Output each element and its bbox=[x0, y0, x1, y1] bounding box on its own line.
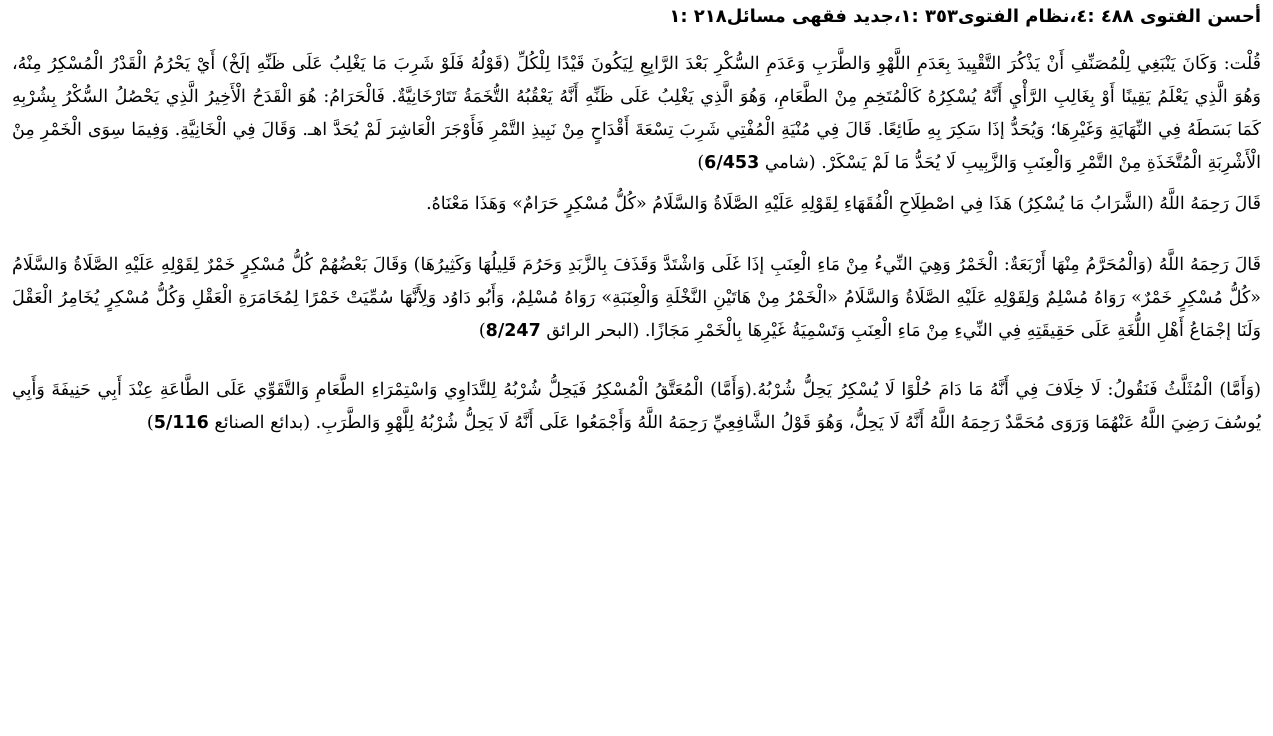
paragraph-text: (وَأَمَّا) الْمُثَلَّثُ فَنَقُولُ: لَا خِلَافَ فِي أَنَّهُ مَا دَامَ حُلْوًا لَا يُسْكِرُ يَحِلُّ شُرْبُهُ.(وَأَمَّا) الْمُعَتَّقُ الْمُسْكِرُ فَيَحِلُّ شُرْبُهُ لِلتَّدَاوِي وَاسْتِمْرَاءِ الطَّعَامِ وَالتَّقَوِّي عَلَى الطَّاعَةِ عِنْدَ أَبِي حَنِيفَةَ وَأَبِي يُوسُفَ رَضِيَ اللَّهُ عَنْهُمَا وَرَوَى مُحَمَّدٌ رَحِمَهُ اللَّهُ أَنَّهُ لَا يَحِلُّ، وَهُوَ قَوْلُ الشَّافِعِيِّ رَحِمَهُ اللَّهُ وَأَجْمَعُوا عَلَى أَنَّهُ لَا يَحِلُّ شُرْبُهُ لِلَّهْوِ وَالطَّرَبِ. (بدائع الصنائع bbox=[12, 380, 1261, 433]
fatwa-references-header: أحسن الفتوى ٤٨٨ :٤،نظام الفتوى٣٥٣ :١،جديد فقهى مسائل٢١٨ :١ bbox=[669, 6, 1261, 27]
paragraph-sharab-definition bbox=[12, 188, 1261, 221]
citation-reference: 6/453 bbox=[704, 153, 760, 173]
paragraph-shami bbox=[12, 48, 1261, 180]
citation-close: ) bbox=[478, 321, 486, 341]
paragraph-bahr-raiq bbox=[12, 249, 1261, 348]
citation-reference: 8/247 bbox=[485, 321, 541, 341]
citation-close: ) bbox=[697, 153, 705, 173]
paragraph-text: قُلْت: وَكَانَ يَنْبَغِي لِلْمُصَنِّفِ أَنْ يَذْكُرَ التَّقْيِيدَ بِعَدَمِ اللَّهْوِ وَالطَّرَبِ وَعَدَمِ السُّكْرِ بَعْدَ الرَّابِعِ لِيَكُونَ قَيْدًا لِلْكُلِّ (قَوْلُهُ فَلَوْ شَرِبَ مَا يَغْلِبُ عَلَى ظَنِّهِ إلَخْ) أَيْ يَحْرُمُ الْقَدْرُ الْمُسْكِرُ مِنْهُ، وَهُوَ الَّذِي يَعْلَمُ يَقِينًا أَوْ بِغَالِبِ الرَّأْيِ أَنَّهُ يُسْكِرُهُ كَالْمُتَخِمِ مِنْ الطَّعَامِ، وَهُوَ الَّذِي يَغْلِبُ عَلَى ظَنِّهِ أَنَّهُ يَعْقُبُهُ التُّخَمَةُ تَتَارْخَانِيَّةٌ. فَالْحَرَامُ: هُوَ الْقَدَحُ الْأَخِيرُ الَّذِي يَحْصُلُ السُّكْرُ بِشُرْبِهِ كَمَا بَسَطَهُ فِي النِّهَايَةِ وَغَيْرِهَا؛ وَيُحَدُّ إذَا سَكِرَ بِهِ طَائِعًا. قَالَ فِي مُنْيَةِ الْمُفْتِي شَرِبَ تِسْعَةَ أَقْدَاحٍ مِنْ نَبِيذِ التَّمْرِ فَأَوْجَرَ الْعَاشِرَ لَمْ يُحَدَّ اهـ. وَقَالَ فِي الْخَانِيَّةِ. وَفِيمَا سِوَى الْخَمْرِ مِنْ الْأَشْرِبَةِ الْمُتَّخَذَةِ مِنْ التَّمْرِ وَالْعِنَبِ وَالزَّبِيبِ لَا يُحَدُّ مَا لَمْ يَسْكَرْ. (شامي bbox=[12, 54, 1261, 173]
paragraph-text: قَالَ رَحِمَهُ اللَّهُ (الشَّرَابُ مَا يُسْكِرُ) هَذَا فِي اصْطِلَاحِ الْفُقَهَاءِ لِقَوْلِهِ عَلَيْهِ الصَّلَاةُ وَالسَّلَامُ «كُلُّ مُسْكِرٍ حَرَامٌ» وَهَذَا مَعْنَاهُ. bbox=[426, 194, 1261, 214]
paragraph-badai-sanai bbox=[12, 374, 1261, 440]
paragraph-text: قَالَ رَحِمَهُ اللَّهُ (وَالْمُحَرَّمُ مِنْهَا أَرْبَعَةٌ: الْخَمْرُ وَهِيَ النِّيءُ مِنْ مَاءِ الْعِنَبِ إذَا غَلَى وَاشْتَدَّ وَقَذَفَ بِالزَّبَدِ وَحَرُمَ قَلِيلُهَا وَكَثِيرُهَا) وَقَالَ بَعْضُهُمْ كُلُّ مُسْكِرٍ خَمْرٌ لِقَوْلِهِ عَلَيْهِ الصَّلَاةُ وَالسَّلَامُ «كُلُّ مُسْكِرٍ خَمْرٌ» رَوَاهُ مُسْلِمٌ وَلِقَوْلِهِ عَلَيْهِ الصَّلَاةُ وَالسَّلَامُ «الْخَمْرُ مِنْ هَاتَيْنِ النَّخْلَةِ وَالْعِنَبَةِ» رَوَاهُ مُسْلِمٌ، وَأَبُو دَاوُد وَلِأَنَّهَا سُمِّيَتْ خَمْرًا لِمُخَامَرَةِ الْعَقْلِ وَكُلُّ مُسْكِرٍ يُخَامِرُ الْعَقْلَ وَلَنَا إجْمَاعُ أَهْلِ اللُّغَةِ عَلَى حَقِيقَتِهِ فِي النِّيءِ مِنْ مَاءِ الْعِنَبِ وَتَسْمِيَةُ غَيْرِهَا بِالْخَمْرِ مَجَازًا. (البحر الرائق bbox=[12, 255, 1261, 341]
citation-reference: 5/116 bbox=[153, 413, 209, 433]
citation-close: ) bbox=[146, 413, 154, 433]
